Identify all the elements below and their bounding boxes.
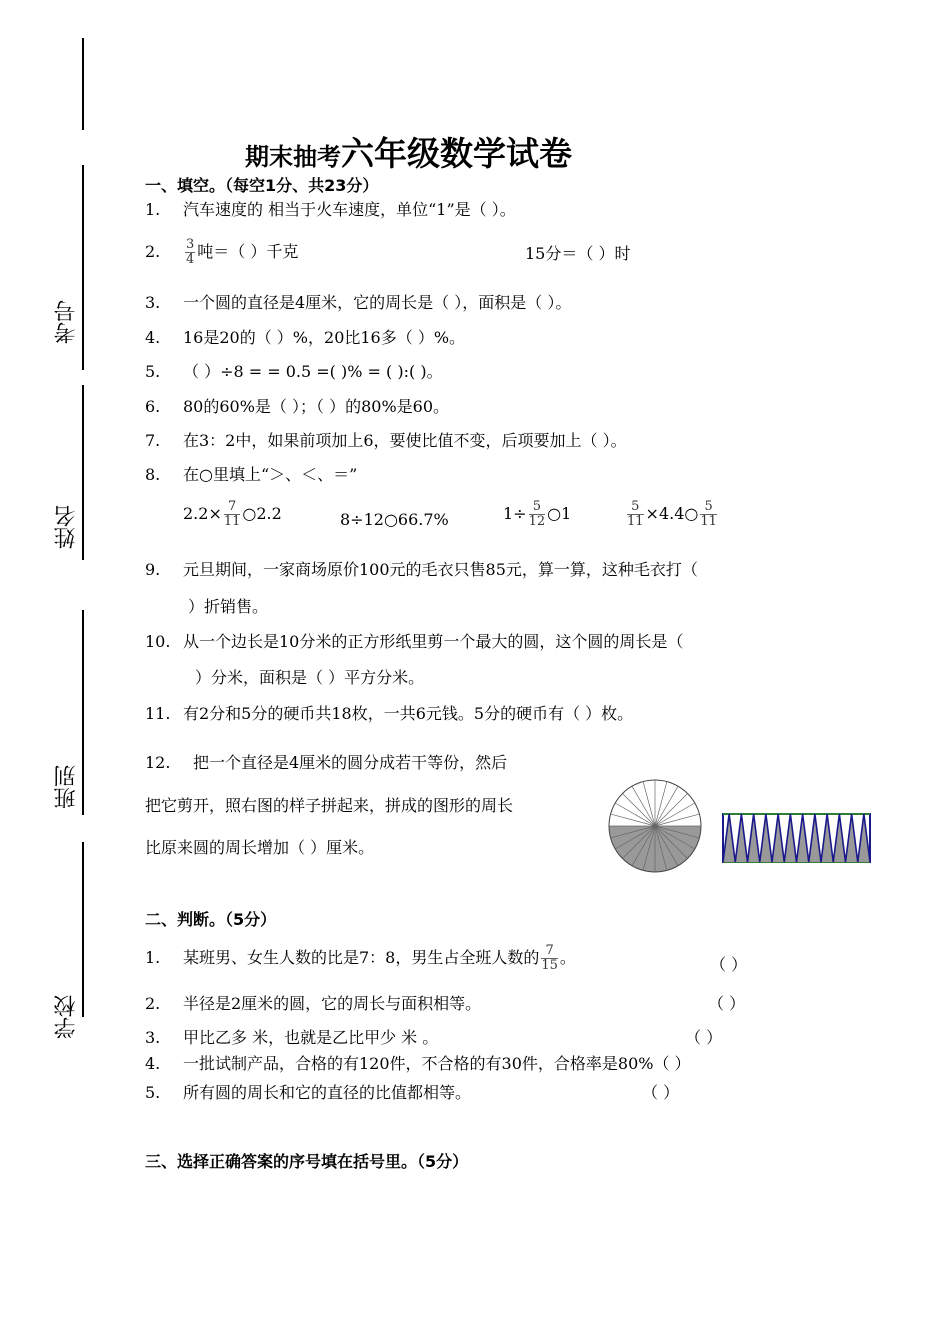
compare-expr-2: 8÷12○66.7% [340, 510, 449, 529]
judge-3: 3. 甲比乙多 米，也就是乙比甲少 米 。 [145, 1028, 439, 1047]
margin-line [82, 610, 84, 815]
question-1: 1. 汽车速度的 相当于火车速度，单位“1”是（ ）。 [145, 200, 516, 219]
question-4: 4. 16是20的（ ）%，20比16多（ ）%。 [145, 328, 466, 347]
judge-4: 4. 一批试制产品，合格的有120件，不合格的有30件，合格率是80%（ ） [145, 1054, 691, 1073]
question-9: 9. 元旦期间，一家商场原价100元的毛衣只售85元，算一算，这种毛衣打（ [145, 560, 698, 579]
judge-5-paren: （ ） [642, 1083, 680, 1102]
exam-number-label: 考号 [54, 300, 79, 344]
judge-3-paren: （ ） [685, 1028, 723, 1047]
judge-2-paren: （ ） [708, 994, 746, 1013]
question-12: 12. 把一个直径是4厘米的圆分成若干等份，然后 [145, 753, 508, 772]
rearranged-sectors-figure [722, 813, 872, 865]
section-heading: 一、填空。（每空1分、共23分） [145, 176, 379, 195]
question-6: 6. 80的60%是（ ）；（ ）的80%是60。 [145, 397, 450, 416]
compare-expr-1: 2.2× $\frac{7}{11}$ ○2.2 [183, 499, 282, 529]
school-label: 学校 [54, 995, 79, 1039]
margin-line [82, 165, 84, 370]
margin-line [82, 385, 84, 560]
question-5: 5. （ ）÷8 = = 0.5 =( )% = ( ):( )。 [145, 362, 443, 381]
name-label: 姓名 [54, 505, 79, 549]
question-7: 7. 在3：2中，如果前项加上6，要使比值不变，后项要加上（ ）。 [145, 431, 627, 450]
question-12-line3: 比原来圆的周长增加（ ）厘米。 [145, 838, 375, 857]
question-8: 8. 在○里填上“＞、＜、＝” [145, 465, 358, 484]
class-label: 班别 [54, 765, 79, 809]
page-title: 期末抽考六年级数学试卷 [245, 134, 572, 173]
section-heading: 三、选择正确答案的序号填在括号里。（5分） [145, 1152, 469, 1171]
section-heading: 二、判断。（5分） [145, 910, 277, 929]
judge-5: 5. 所有圆的周长和它的直径的比值都相等。 [145, 1083, 472, 1102]
question-2b: 15分＝（ ）时 [525, 244, 631, 263]
question-10: 10. 从一个边长是10分米的正方形纸里剪一个最大的圆，这个圆的周长是（ [145, 632, 684, 651]
judge-1: 1. 某班男、女生人数的比是7：8，男生占全班人数的 $\frac{7}{15}$ 。 [145, 943, 576, 973]
judge-2: 2. 半径是2厘米的圆，它的周长与面积相等。 [145, 994, 482, 1013]
compare-expr-3: 1÷ $\frac{5}{12}$ ○1 [503, 499, 572, 529]
question-2: 2. $\frac{3}{4}$ 吨＝（ ）千克 [145, 237, 299, 267]
sector-spoke [655, 782, 667, 826]
sector-spoke [643, 782, 655, 826]
question-9-cont: ）折销售。 [188, 597, 269, 616]
question-11: 11. 有2分和5分的硬币共18枚，一共6元钱。5分的硬币有（ ）枚。 [145, 704, 634, 723]
sector-spoke [611, 814, 655, 826]
sector-spoke [655, 814, 699, 826]
margin-line [82, 38, 84, 130]
margin-line [82, 842, 84, 1017]
divided-circle-figure [607, 778, 703, 874]
fraction: $\frac{3}{4}$ [186, 237, 195, 267]
question-3: 3. 一个圆的直径是4厘米，它的周长是（ ），面积是（ ）。 [145, 293, 572, 312]
judge-1-paren: （ ） [710, 955, 748, 974]
compare-expr-4: $\frac{5}{11}$ ×4.4○ $\frac{5}{11}$ [627, 499, 717, 529]
question-12-line2: 把它剪开，照右图的样子拼起来，拼成的图形的周长 [145, 796, 514, 815]
question-10-cont: ）分米，面积是（ ）平方分米。 [195, 668, 425, 687]
